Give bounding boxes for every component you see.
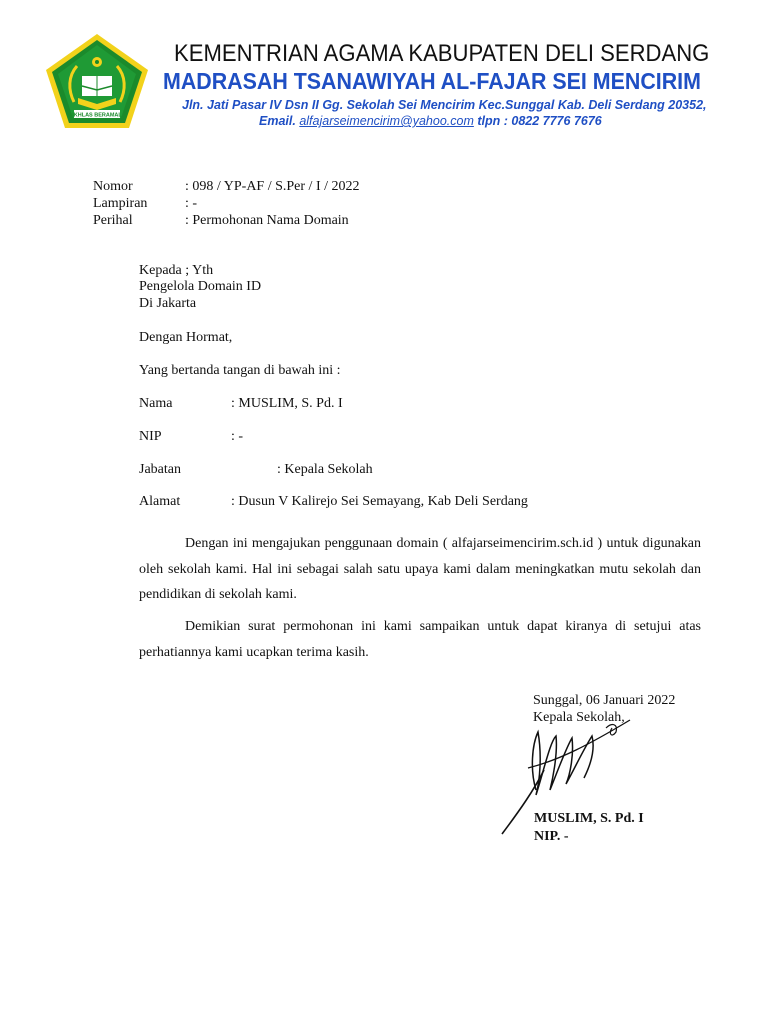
school-name: MADRASAH TSANAWIYAH AL-FAJAR SEI MENCIRIM (163, 68, 701, 94)
logo-ribbon-text: IKHLAS BERAMAL (72, 112, 122, 119)
place-date: Sunggal, 06 Januari 2022 (533, 693, 676, 708)
field-alamat (139, 494, 528, 510)
body-paragraph-1 (139, 531, 701, 608)
meta-label: Perihal (93, 213, 133, 228)
field-label: Jabatan (139, 462, 181, 477)
intro-text: Yang bertanda tangan di bawah ini : (139, 363, 341, 378)
meta-label: Nomor (93, 179, 133, 194)
field-nama (139, 396, 343, 412)
meta-row-nomor (93, 178, 360, 195)
recipient-line3: Di Jakarta (139, 296, 197, 311)
recipient-line1: Kepada ; Yth (139, 263, 214, 278)
field-label: Nama (139, 396, 173, 411)
body-paragraph-2 (139, 614, 701, 665)
signer-position: Kepala Sekolah, (533, 710, 625, 725)
field-label: Alamat (139, 494, 181, 509)
kemenag-logo-icon (44, 32, 150, 130)
meta-value: : Permohonan Nama Domain (185, 213, 349, 228)
contact-line (259, 114, 602, 128)
salutation: Dengan Hormat, (139, 330, 233, 345)
school-address: Jln. Jati Pasar IV Dsn II Gg. Sekolah Sei Mencirim Kec.Sunggal Kab. Deli Serdang 20352, (182, 98, 707, 112)
paragraph-text: Dengan ini mengajukan penggunaan domain ( alfajarseimencirim.sch.id ) untuk digunakan oleh sekolah kami. Hal ini sebagai salah satu upaya kami dalam meningkatkan mutu sekolah dan pendidikan di sekolah kami. (139, 536, 701, 602)
field-label: NIP (139, 429, 162, 444)
signer-nip: NIP. - (534, 829, 569, 844)
phone-number: tlpn : 0822 7776 7676 (477, 114, 602, 128)
ministry-title: KEMENTRIAN AGAMA KABUPATEN DELI SERDANG (174, 40, 710, 67)
letter-meta (93, 178, 360, 229)
field-value: : MUSLIM, S. Pd. I (231, 396, 343, 411)
email-prefix: Email. (259, 114, 296, 128)
meta-label: Lampiran (93, 196, 148, 211)
recipient-line2: Pengelola Domain ID (139, 279, 262, 294)
paragraph-text: Demikian surat permohonan ini kami sampaikan untuk dapat kiranya di setujui atas perhatiannya kami ucapkan terima kasih. (139, 619, 701, 660)
field-value: : Kepala Sekolah (277, 462, 373, 477)
signer-name: MUSLIM, S. Pd. I (534, 811, 644, 826)
field-value: : Dusun V Kalirejo Sei Semayang, Kab Deli Serdang (231, 494, 528, 509)
field-jabatan (139, 462, 373, 478)
field-value: : - (231, 429, 244, 444)
field-nip (139, 429, 243, 445)
meta-value: : 098 / YP-AF / S.Per / I / 2022 (185, 179, 360, 194)
meta-row-perihal (93, 212, 360, 229)
signer-block (534, 810, 644, 846)
email-link[interactable]: alfajarseimencirim@yahoo.com (299, 114, 474, 128)
meta-row-lampiran (93, 195, 360, 212)
meta-value: : - (185, 196, 198, 211)
